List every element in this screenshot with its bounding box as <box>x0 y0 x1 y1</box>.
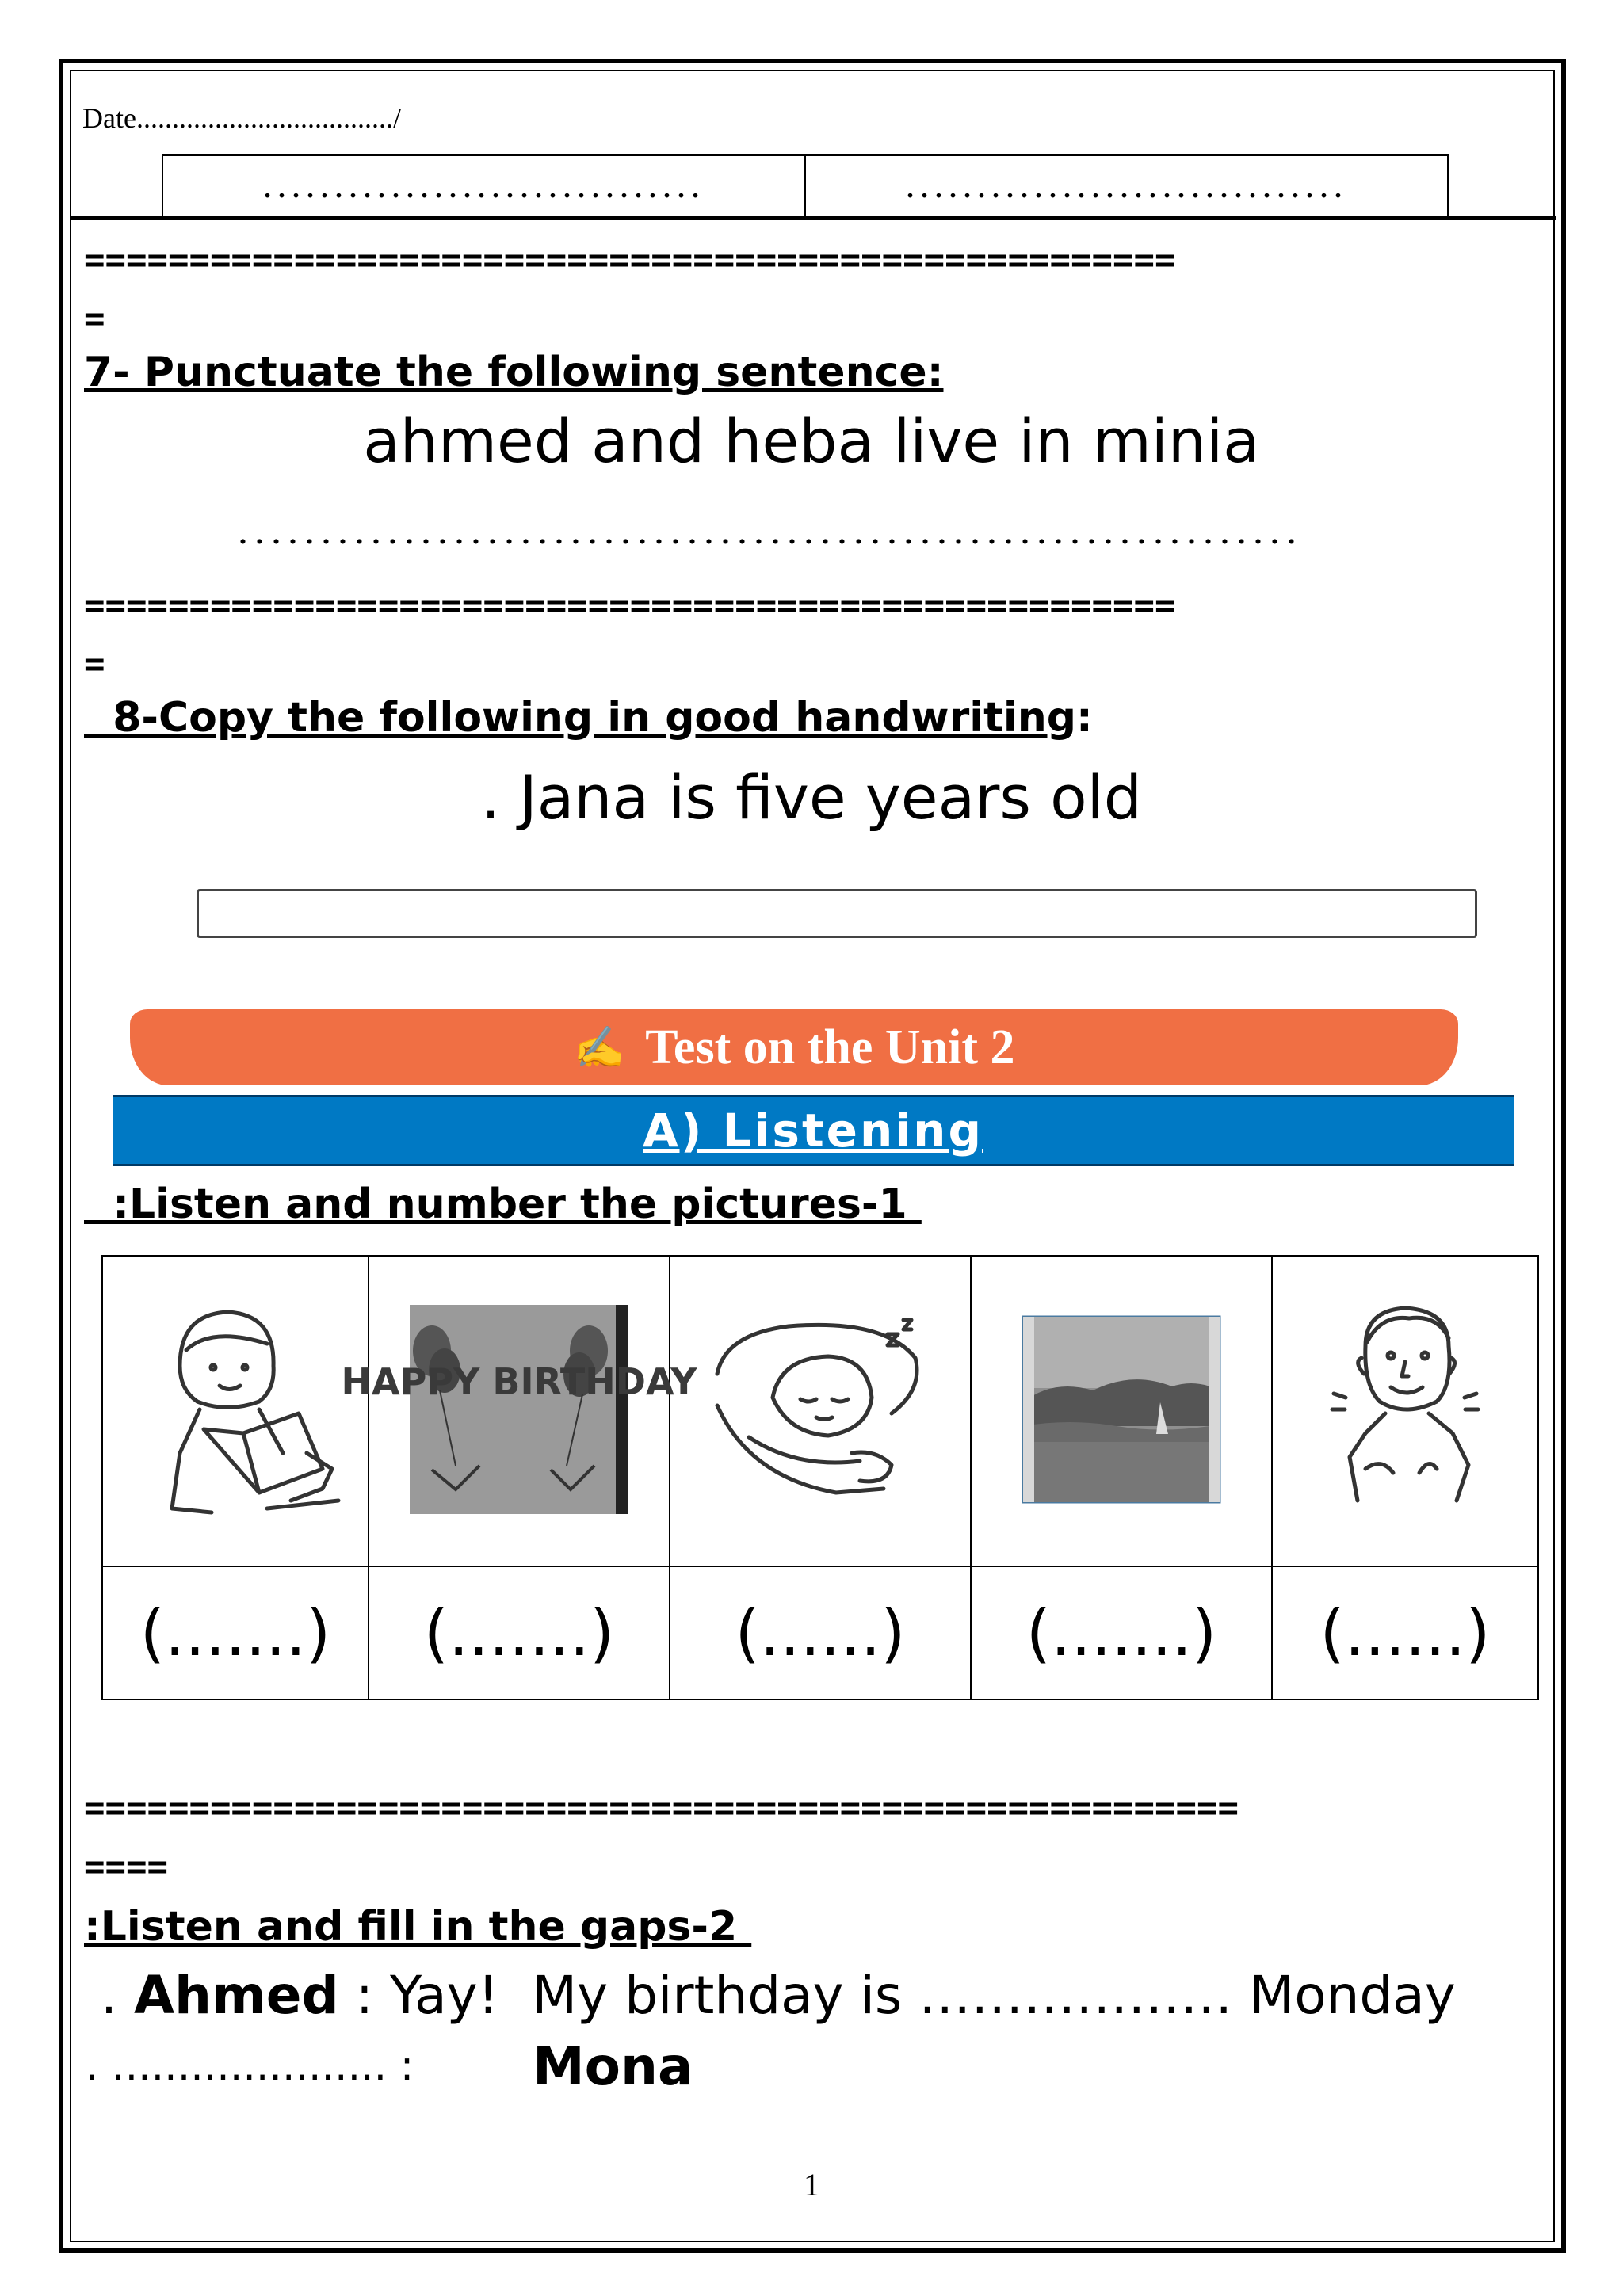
separator-line: ==================================================== = <box>84 585 1176 685</box>
answer-blank[interactable]: (.......) <box>971 1566 1272 1699</box>
separator-line: ==================================================== = <box>84 240 1176 339</box>
listen-2-heading: :Listen and fill in the gaps-2 <box>84 1903 752 1951</box>
name-class-box <box>162 154 1449 219</box>
unit-test-banner <box>130 1009 1458 1085</box>
section-title: A) Listening <box>643 1104 983 1158</box>
pictures-table <box>101 1255 1539 1700</box>
answer-blank[interactable]: (.......) <box>369 1566 670 1699</box>
listen-1-heading: :Listen and number the pictures-1 <box>84 1180 922 1228</box>
dialogue-line-mona-blank[interactable]: . ..................... : <box>86 2042 414 2090</box>
handwriting-box[interactable] <box>197 889 1477 938</box>
question-8-sentence: . Jana is five years old <box>481 762 1142 833</box>
separator-line: ======================================================= ==== <box>84 1788 1239 1887</box>
speaker-ahmed: Ahmed <box>133 1965 339 2026</box>
happy-birthday-card-picture <box>341 1303 697 1516</box>
speaker-mona: Mona <box>533 2036 693 2097</box>
listening-section-bar <box>113 1095 1514 1166</box>
question-7-answer-line[interactable]: ................................................................ <box>238 508 1303 553</box>
sea-landscape-picture <box>1022 1315 1221 1504</box>
page-number: 1 <box>804 2167 819 2203</box>
question-7-sentence: ahmed and heba live in minia <box>363 406 1260 476</box>
answer-blank[interactable]: (.......) <box>102 1566 369 1699</box>
boy-talking-picture <box>1318 1299 1492 1520</box>
question-8-heading: 8-Copy the following in good handwriting: <box>84 694 1093 742</box>
question-7-heading: 7- Punctuate the following sentence: <box>84 349 944 396</box>
picture-cell <box>102 1256 369 1566</box>
picture-cell <box>971 1256 1272 1566</box>
girl-reading-picture <box>124 1295 346 1524</box>
picture-cell <box>1272 1256 1538 1566</box>
date-field: Date..................................../ <box>82 102 401 134</box>
unit-test-title: Test on the Unit 2 <box>645 1020 1015 1074</box>
answer-blank[interactable]: (......) <box>1272 1566 1538 1699</box>
picture-cell <box>341 1256 697 1566</box>
child-sleeping-picture <box>701 1310 939 1508</box>
dialogue-text: : Yay! My birthday is ……………… Monday <box>338 1965 1456 2026</box>
class-blank[interactable]: ............................... <box>804 156 1447 218</box>
answer-blank[interactable]: (......) <box>670 1566 971 1699</box>
dialogue-line-ahmed: . Ahmed : Yay! My birthday is ……………… Monday <box>84 1965 1456 2026</box>
name-blank[interactable]: ............................... <box>262 163 705 206</box>
pencil-icon: ✍ <box>573 1025 625 1071</box>
picture-cell <box>670 1256 971 1566</box>
card-text: HAPPY BIRTHDAY <box>341 1360 697 1403</box>
